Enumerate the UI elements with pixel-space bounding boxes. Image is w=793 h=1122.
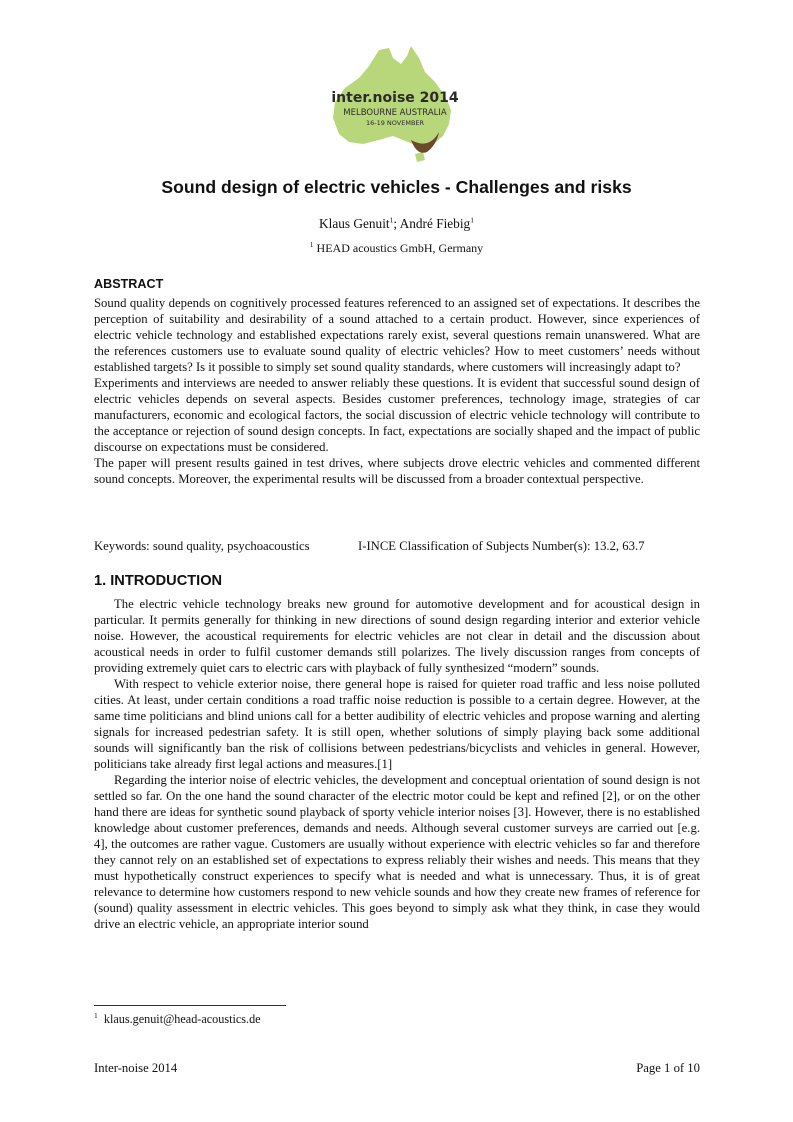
abstract-paragraph: The paper will present results gained in test drives, where subjects drove electric vehicles and commented different sound concepts. Moreover, the experimental results will be discussed from a broader contextual perspective.: [94, 456, 700, 486]
author-separator: ;: [393, 216, 400, 231]
author-2: André Fiebig: [399, 216, 471, 231]
abstract-paragraph: Experiments and interviews are needed to answer reliably these questions. It is evident that successful sound design of electric vehicles depends on several aspects. Besides customer preferences, technology image, strategies of car manufacturers, economic and ecological factors, the social discussion of electric vehicle technology will contribute to the acceptance or rejection of sound design concepts. In fact, expectations are socially shaped and the impact of public discourse on expectations must be considered.: [94, 376, 700, 454]
paper-title: Sound design of electric vehicles - Challenges and risks: [161, 177, 632, 197]
footnote-email: klaus.genuit@head-acoustics.de: [103, 1012, 261, 1026]
introduction-paragraph: With respect to vehicle exterior noise, there general hope is raised for quieter road traffic and less noise polluted cities. At least, under certain conditions a road traffic noise reduction is possible to a certain degree. However, at the same time politicians and blind unions call for a better audibility of electric vehicles and propose warning and alerting signals for increased pedestrian safety. It is still open, whether solutions of simply playing back some additional sounds will significantly ban the risk of collisions between pedestrians/bicyclists and vehicles in general. However, politicians take already first legal actions and measures.[1]: [94, 677, 700, 771]
conference-logo: [327, 44, 463, 168]
introduction-heading: 1. INTRODUCTION: [94, 573, 223, 589]
footer-page-number: Page 1 of 10: [636, 1061, 700, 1075]
footnote: [94, 1012, 261, 1027]
footnote-divider: [94, 1005, 286, 1006]
keywords-line: [94, 539, 645, 554]
abstract-body: [94, 295, 700, 487]
logo-line-2: MELBOURNE AUSTRALIA: [343, 108, 447, 118]
introduction-paragraph: The electric vehicle technology breaks new ground for automotive development and for acoustical design in particular. It permits generally for thinking in new directions of sound design regarding interior and exterior vehicle noise. However, the acoustical requirements for electric vehicles are not clear in detail and the discussion about acoustical needs in order to fulfil customer demands still polarizes. The lively discussion ranges from concepts of providing extremely quiet cars to electric cars with playback of fully synthesized “modern” sounds.: [94, 597, 700, 675]
tasmania-shape: [415, 152, 425, 162]
affiliation: [0, 241, 793, 256]
logo-line-3: 16-19 NOVEMBER: [365, 119, 425, 127]
footnote-mark: 1: [94, 1010, 98, 1020]
abstract-heading: ABSTRACT: [94, 277, 164, 291]
author-1-affil-mark: 1: [389, 215, 394, 225]
footer-conference: Inter-noise 2014: [94, 1061, 178, 1075]
author-2-affil-mark: 1: [470, 215, 474, 225]
classification-text: I-INCE Classification of Subjects Number(s): 13.2, 63.7: [358, 539, 645, 553]
abstract-paragraph: Sound quality depends on cognitively processed features referenced to an assigned set of expectations. It describes the perception of suitability and desirability of a sound attached to a certain product. However, since experiences of electric vehicle technology and established expectations rarely exist, several questions remain unanswered. What are the references customers use to evaluate sound quality of electric vehicles? How to meet customers’ needs without established targets? Is it possible to simply set sound quality standards, where customers will increasingly adapt to?: [94, 296, 700, 374]
introduction-body: [94, 596, 700, 932]
introduction-paragraph: Regarding the interior noise of electric vehicles, the development and conceptual orientation of sound design is not settled so far. On the one hand the sound character of the electric motor could be kept and refined [2], or on the other hand there are ideas for synthetic sound playback of sporty vehicle interior noises [3]. However, there is no established knowledge about customer preferences, demands and needs. Although several customer surveys are carried out [e.g. 4], the outcomes are rather vague. Customers are usually without experience with electric vehicles so far and therefore they cannot rely on an established set of expectations to express reliably their wishes and needs. This means that they must hypothetically construct experiences to specify what is needed and what is unnecessary. Thus, it is of great relevance to determine how customers respond to new vehicle sounds and how they create new frames of reference for (sound) quality assessment in electric vehicles. This goes beyond to simply ask what they think, in case they would drive an electric vehicle, an appropriate interior sound: [94, 773, 700, 931]
affiliation-text: HEAD acoustics GmbH, Germany: [313, 241, 484, 255]
logo-line-1: inter.noise 2014: [331, 90, 459, 106]
keywords-text: Keywords: sound quality, psychoacoustics: [94, 539, 310, 553]
author-1: Klaus Genuit: [319, 216, 390, 231]
author-list: [0, 216, 793, 232]
affiliation-mark: 1: [309, 240, 314, 249]
